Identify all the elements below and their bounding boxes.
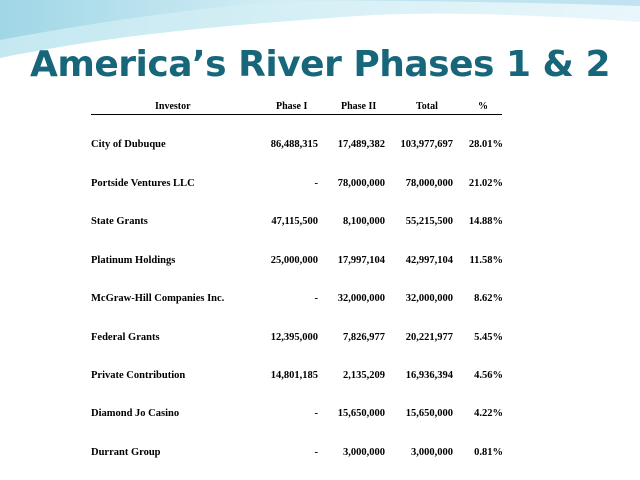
cell-phase2: 15,650,000: [337, 408, 385, 419]
cell-percent: 0.81%: [474, 447, 503, 458]
cell-phase1: 25,000,000: [270, 255, 318, 266]
cell-phase1: 12,395,000: [270, 332, 318, 343]
cell-total: 78,000,000: [405, 178, 453, 189]
cell-total: 3,000,000: [411, 447, 453, 458]
header-total: Total: [416, 101, 438, 112]
cell-phase2: 17,489,382: [337, 139, 385, 150]
cell-investor: Platinum Holdings: [91, 255, 176, 266]
cell-investor: Federal Grants: [91, 332, 160, 343]
cell-phase1: -: [314, 408, 318, 419]
cell-total: 32,000,000: [405, 293, 453, 304]
table-row: [0, 408, 640, 422]
table-row: [0, 293, 640, 307]
cell-phase2: 32,000,000: [337, 293, 385, 304]
cell-percent: 14.88%: [468, 216, 503, 227]
slide-title: America’s River Phases 1 & 2: [29, 44, 611, 85]
cell-investor: Diamond Jo Casino: [91, 408, 180, 419]
table-row: [0, 332, 640, 346]
cell-investor: Durrant Group: [91, 447, 161, 458]
table-row: [0, 216, 640, 230]
header-phase1: Phase I: [276, 101, 308, 112]
cell-phase2: 3,000,000: [343, 447, 385, 458]
cell-phase1: -: [314, 178, 318, 189]
cell-phase1: 14,801,185: [270, 370, 318, 381]
cell-phase2: 17,997,104: [337, 255, 385, 266]
cell-percent: 28.01%: [468, 139, 503, 150]
cell-total: 20,221,977: [405, 332, 453, 343]
cell-investor: City of Dubuque: [91, 139, 166, 150]
header-investor: Investor: [155, 101, 191, 112]
cell-percent: 5.45%: [474, 332, 503, 343]
cell-percent: 21.02%: [468, 178, 503, 189]
cell-phase2: 7,826,977: [343, 332, 385, 343]
table-row: [0, 139, 640, 153]
cell-total: 42,997,104: [405, 255, 453, 266]
cell-investor: Private Contribution: [91, 370, 186, 381]
table-row: [0, 255, 640, 269]
cell-percent: 4.56%: [474, 370, 503, 381]
cell-total: 15,650,000: [405, 408, 453, 419]
cell-percent: 8.62%: [474, 293, 503, 304]
cell-phase1: 86,488,315: [270, 139, 318, 150]
cell-phase2: 2,135,209: [343, 370, 385, 381]
cell-phase2: 8,100,000: [343, 216, 385, 227]
cell-investor: State Grants: [91, 216, 148, 227]
cell-investor: McGraw-Hill Companies Inc.: [91, 293, 225, 304]
cell-total: 55,215,500: [405, 216, 453, 227]
table-row: [0, 447, 640, 461]
header-percent: %: [478, 101, 488, 112]
cell-investor: Portside Ventures LLC: [91, 178, 195, 189]
cell-phase2: 78,000,000: [337, 178, 385, 189]
cell-phase1: -: [314, 447, 318, 458]
cell-percent: 4.22%: [474, 408, 503, 419]
cell-total: 16,936,394: [405, 370, 453, 381]
table-row: [0, 178, 640, 192]
cell-percent: 11.58%: [469, 255, 503, 266]
cell-total: 103,977,697: [400, 139, 453, 150]
cell-phase1: 47,115,500: [271, 216, 318, 227]
table-row: [0, 370, 640, 384]
cell-phase1: -: [314, 293, 318, 304]
header-phase2: Phase II: [341, 101, 377, 112]
header-divider: [91, 114, 502, 115]
